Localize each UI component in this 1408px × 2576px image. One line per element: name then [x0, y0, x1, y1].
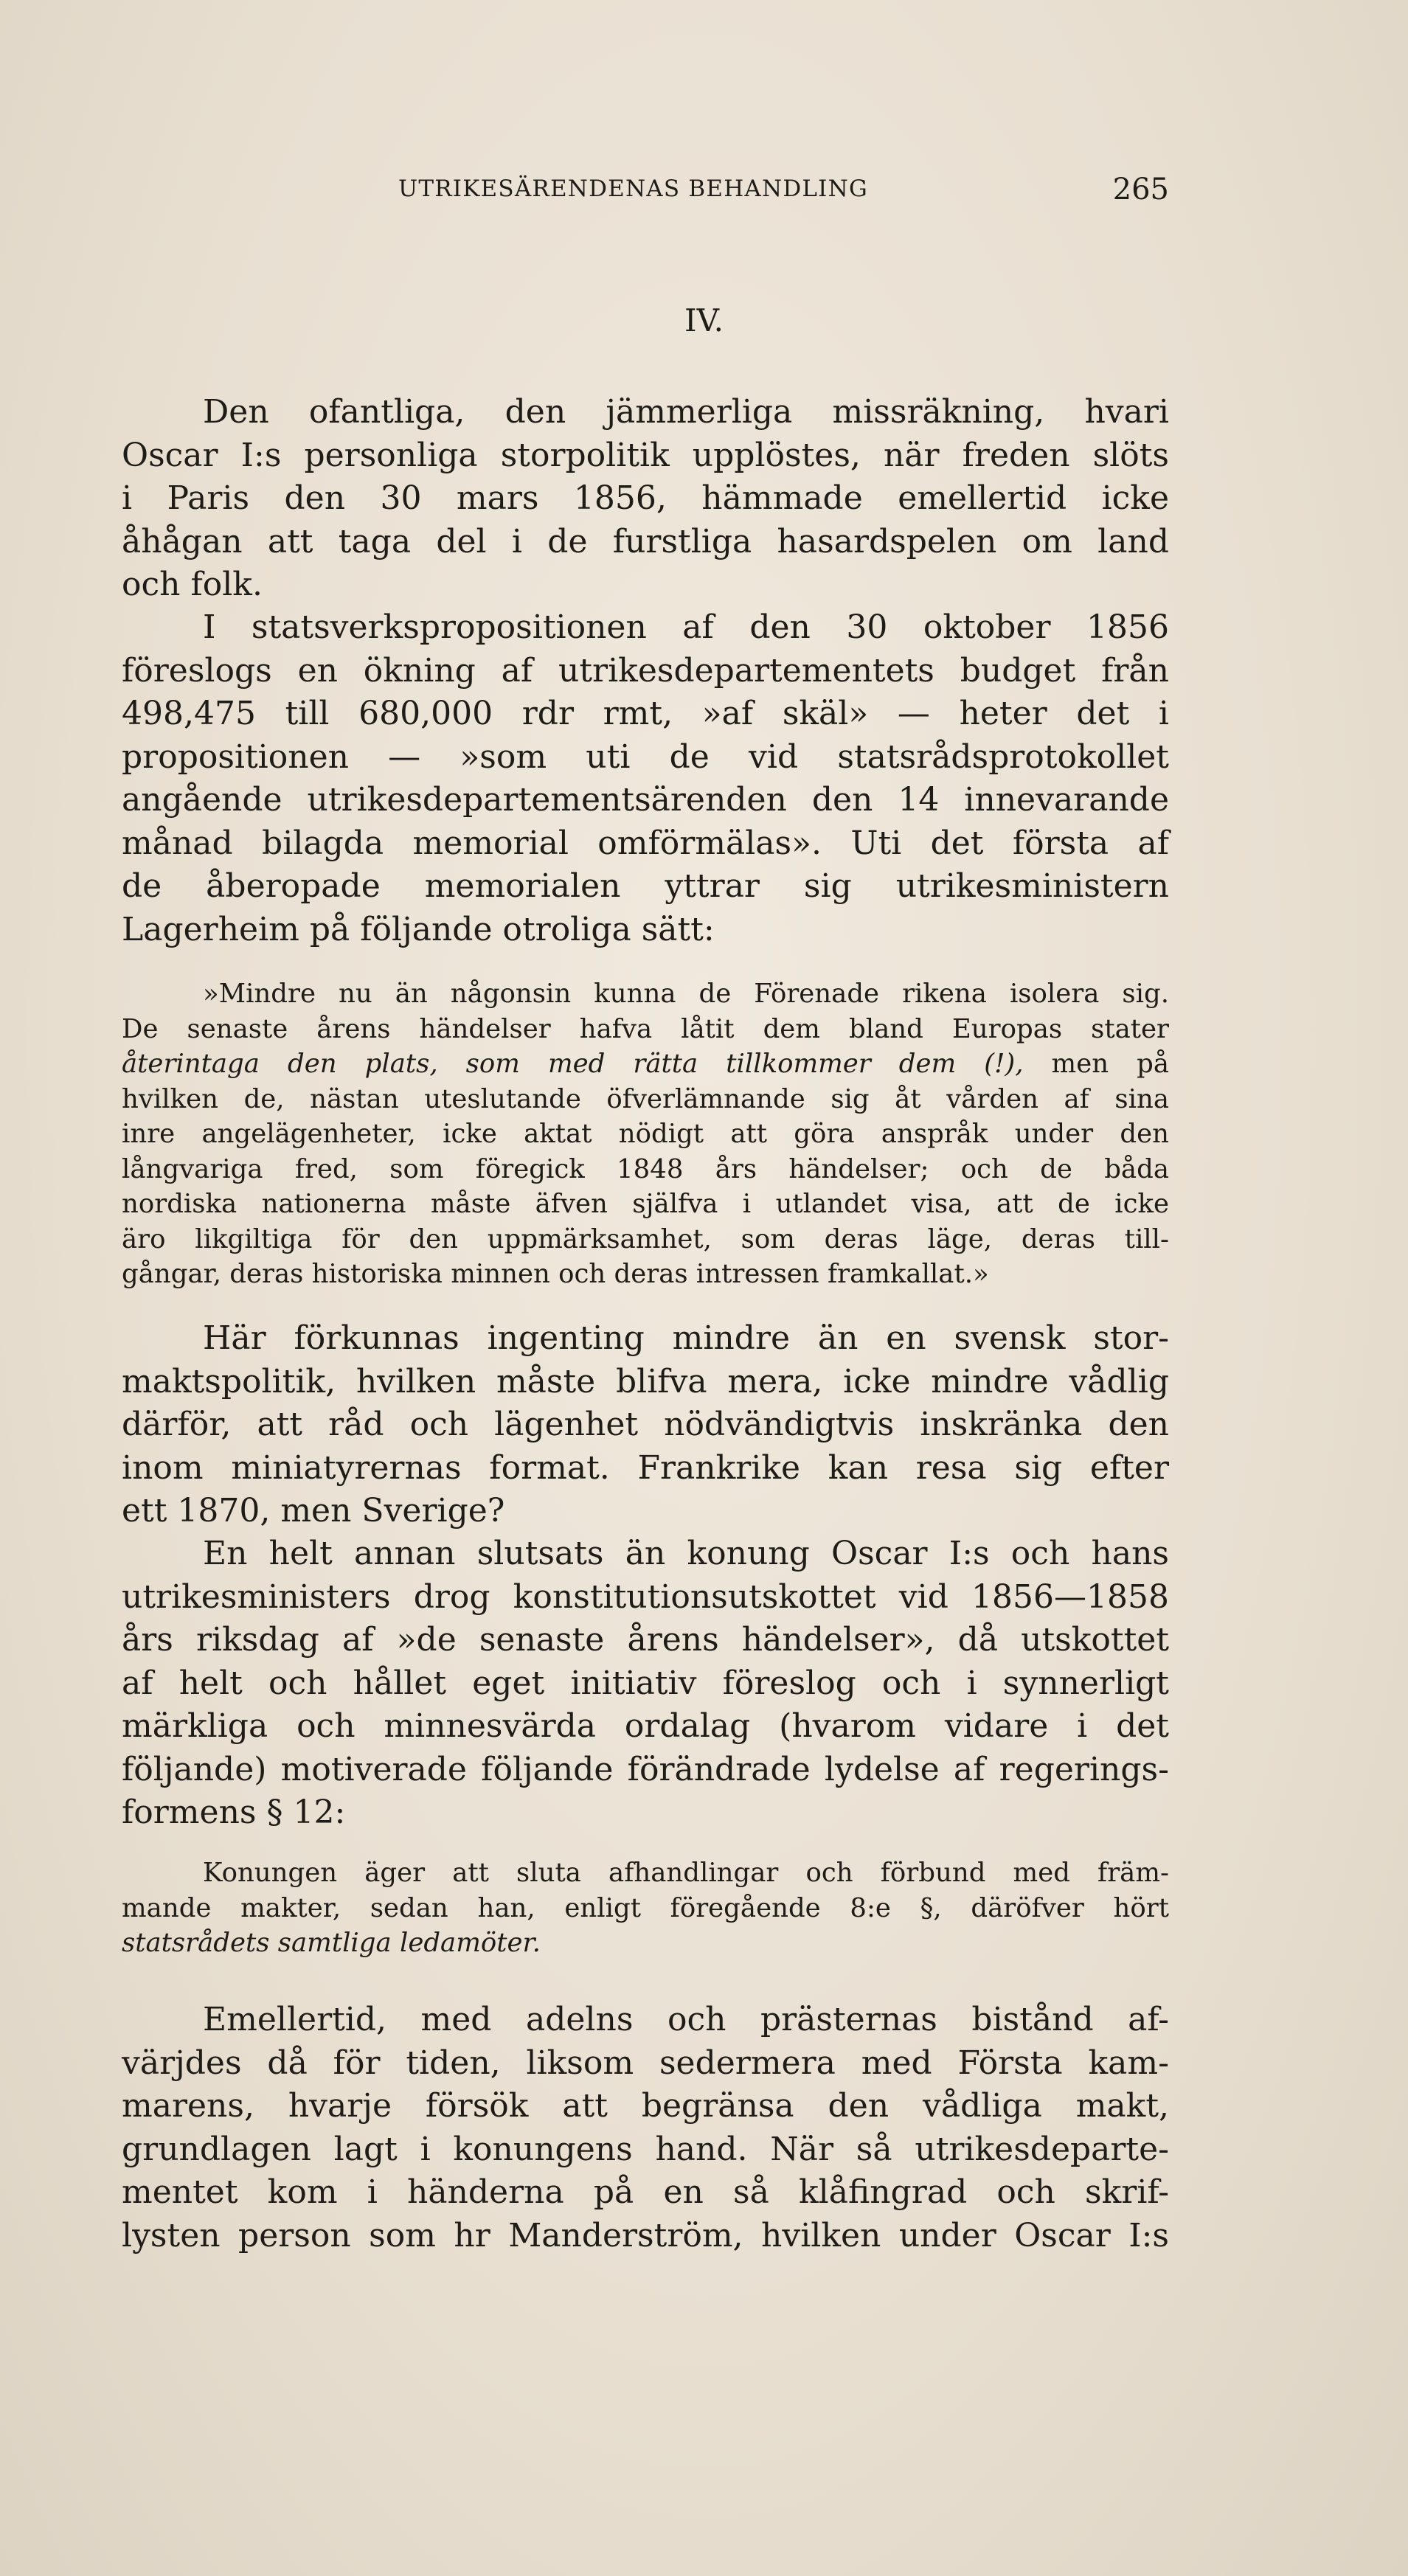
text-line: i Paris den 30 mars 1856, hämmade emellertid icke — [122, 479, 1169, 517]
quote-line: Konungen äger att sluta afhandlingar och förbund med främ- — [203, 1858, 1169, 1888]
text-line: åhågan att taga del i de furstliga hasardspelen om land — [122, 522, 1169, 560]
block-quote-1 — [122, 976, 1169, 1292]
text-line: angående utrikesdepartementsärenden den 14 innevarande — [122, 781, 1169, 819]
section-heading: IV. — [684, 302, 724, 339]
quote-line: De senaste årens händelser hafva låtit dem bland Europas stater — [122, 1013, 1169, 1044]
text-line: I statsverkspropositionen af den 30 oktober 1856 — [203, 608, 1169, 646]
text-line: utrikesministers drog konstitutionsutskottet vid 1856—1858 — [122, 1577, 1169, 1616]
paragraph-3 — [122, 1317, 1169, 1533]
text-line: följande) motiverade följande förändrade lydelse af regerings- — [122, 1750, 1169, 1788]
quote-line: gångar, deras historiska minnen och deras intressen framkallat.» — [122, 1259, 989, 1289]
text-line: grundlagen lagt i konungens hand. När så utrikesdeparte- — [122, 2130, 1169, 2168]
text-line: af helt och hållet eget initiativ föreslog och i synnerligt — [122, 1664, 1169, 1702]
text-line: Oscar I:s personliga storpolitik upplöstes, när freden slöts — [122, 436, 1169, 474]
italic-phrase: återintaga den plats, som med rätta tillkommer dem (!), — [122, 1049, 1024, 1079]
text-line: formens § 12: — [122, 1794, 346, 1831]
text-line: och folk. — [122, 566, 263, 603]
text-line: värjdes då för tiden, liksom sedermera med Första kam- — [122, 2044, 1169, 2082]
text-line: lysten person som hr Manderström, hvilken under Oscar I:s — [122, 2216, 1169, 2254]
text-line: marens, hvarje försök att begränsa den vådliga makt, — [122, 2087, 1169, 2125]
text-line: föreslogs en ökning af utrikesdepartementets budget från — [122, 651, 1169, 690]
running-head — [122, 173, 1169, 212]
paragraph-5 — [122, 1999, 1169, 2257]
quote-line: hvilken de, nästan uteslutande öfverlämnande sig åt vården af sina — [122, 1083, 1169, 1114]
page-number: 265 — [1112, 173, 1169, 206]
running-title: UTRIKESÄRENDENAS BEHANDLING — [398, 176, 868, 202]
text-line: maktspolitik, hvilken måste blifva mera, icke mindre vådlig — [122, 1362, 1169, 1400]
text-line: 498,475 till 680,000 rdr rmt, »af skäl» — heter det i — [122, 695, 1169, 732]
text-line: Emellertid, med adelns och prästernas bistånd af- — [203, 2001, 1169, 2038]
paragraph-4 — [122, 1532, 1169, 1835]
text-line: Den ofantliga, den jämmerliga missräkning, hvari — [203, 393, 1169, 431]
text-line: därför, att råd och lägenhet nödvändigtvis inskränka den — [122, 1406, 1169, 1443]
quote-line: statsrådets samtliga ledamöter. — [122, 1928, 541, 1958]
text-line: märkliga och minnesvärda ordalag (hvarom vidare i det — [122, 1707, 1169, 1745]
quote-line: nordiska nationerna måste äfven själfva i utlandet visa, att de icke — [122, 1189, 1169, 1219]
paragraph-2 — [122, 606, 1169, 951]
quote-line: mande makter, sedan han, enligt föregående 8:e §, däröfver hört — [122, 1892, 1169, 1923]
quote-line: äro likgiltiga för den uppmärksamhet, som deras läge, deras till- — [122, 1223, 1169, 1254]
text-line: Lagerheim på följande otroliga sätt: — [122, 910, 715, 948]
quote-line-rest: men på — [1023, 1049, 1169, 1079]
text-line: Här förkunnas ingenting mindre än en svensk stor- — [203, 1319, 1169, 1357]
text-line: ett 1870, men Sverige? — [122, 1492, 505, 1530]
quote-line: inre angelägenheter, icke aktat nödigt att göra anspråk under den — [122, 1119, 1169, 1149]
text-line: månad bilagda memorial omförmälas». Uti det första af — [122, 824, 1169, 862]
text-line: inom miniatyrernas format. Frankrike kan resa sig efter — [122, 1448, 1169, 1487]
text-line: års riksdag af »de senaste årens händelser», då utskottet — [122, 1621, 1169, 1659]
quote-line: långvariga fred, som föregick 1848 års händelser; och de båda — [122, 1153, 1169, 1184]
text-line: de åberopade memorialen yttrar sig utrikesministern — [122, 867, 1169, 905]
block-quote-2 — [122, 1855, 1169, 1961]
quote-line: »Mindre nu än någonsin kunna de Förenade rikena isolera sig. — [203, 979, 1169, 1009]
quote-line — [122, 1046, 1169, 1082]
text-line: mentet kom i händerna på en så klåfingrad och skrif- — [122, 2173, 1169, 2211]
paragraph-1 — [122, 391, 1169, 607]
text-line: propositionen — »som uti de vid statsrådsprotokollet — [122, 737, 1169, 776]
text-line: En helt annan slutsats än konung Oscar I:s och hans — [203, 1535, 1169, 1572]
